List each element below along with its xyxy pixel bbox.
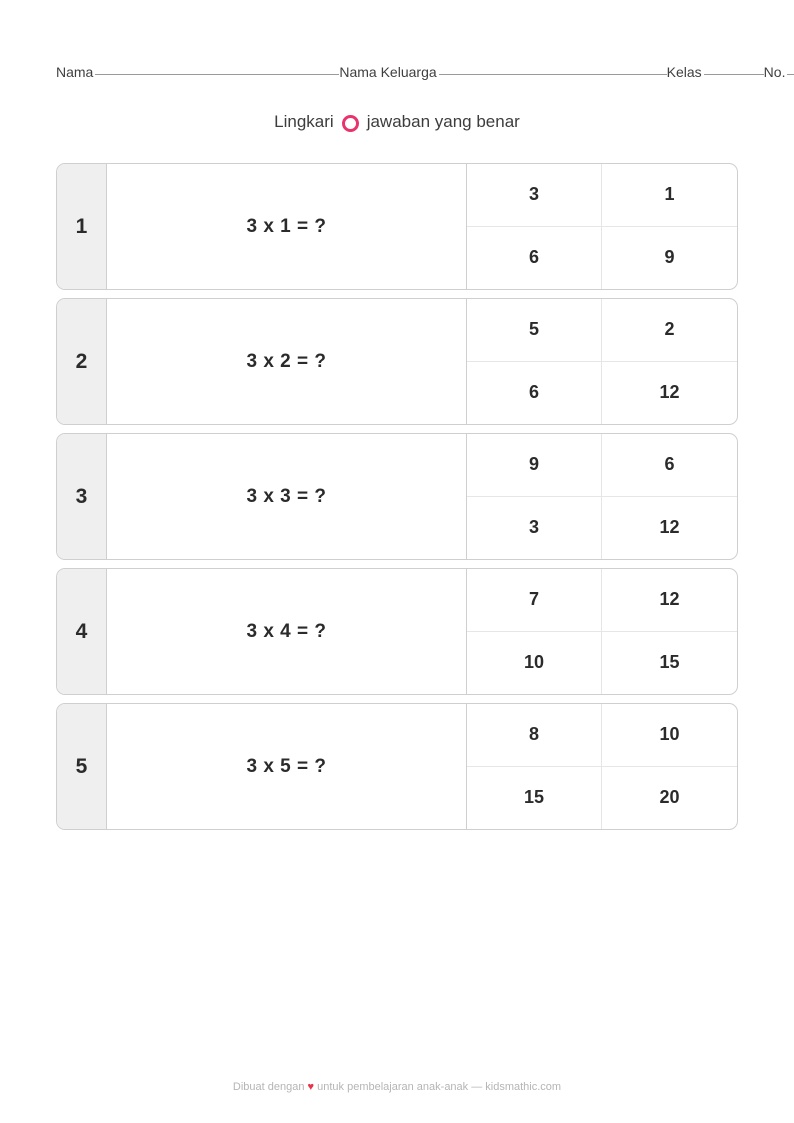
number-label: No. xyxy=(763,64,786,80)
problem-number: 3 xyxy=(57,434,107,559)
problem-question: 3 x 2 = ? xyxy=(107,299,467,424)
footer-before: Dibuat dengan xyxy=(232,1081,305,1093)
instruction-before: Lingkari xyxy=(274,112,334,131)
choice-option[interactable]: 6 xyxy=(467,227,602,290)
problem-question: 3 x 3 = ? xyxy=(107,434,467,559)
choice-option[interactable]: 15 xyxy=(467,767,602,830)
choice-grid xyxy=(467,299,737,424)
heart-icon: ♥ xyxy=(307,1081,315,1093)
problem-question: 3 x 1 = ? xyxy=(107,164,467,289)
choice-option[interactable]: 3 xyxy=(467,497,602,560)
problem-number: 2 xyxy=(57,299,107,424)
choice-option[interactable]: 1 xyxy=(602,164,737,227)
choice-option[interactable]: 12 xyxy=(602,569,737,632)
class-rule xyxy=(704,74,764,75)
problem-row xyxy=(56,163,738,290)
problem-row xyxy=(56,703,738,830)
choice-option[interactable]: 6 xyxy=(602,434,737,497)
choice-grid xyxy=(467,164,737,289)
footer xyxy=(0,1081,794,1093)
problem-question: 3 x 5 = ? xyxy=(107,704,467,829)
problem-number: 5 xyxy=(57,704,107,829)
class-label: Kelas xyxy=(666,64,702,80)
choice-option[interactable]: 10 xyxy=(602,704,737,767)
family-name-rule xyxy=(439,74,667,75)
instruction-text xyxy=(0,112,794,132)
problem-row xyxy=(56,298,738,425)
name-field[interactable] xyxy=(56,64,339,80)
choice-option[interactable]: 3 xyxy=(467,164,602,227)
choice-grid xyxy=(467,569,737,694)
choice-grid xyxy=(467,434,737,559)
choice-option[interactable]: 9 xyxy=(467,434,602,497)
name-label: Nama xyxy=(56,64,94,80)
problem-question: 3 x 4 = ? xyxy=(107,569,467,694)
choice-option[interactable]: 20 xyxy=(659,787,680,808)
family-name-label: Nama Keluarga xyxy=(339,64,437,80)
footer-after: untuk pembelajaran anak-anak — kidsmathic.com xyxy=(317,1081,562,1093)
choice-option[interactable]: 15 xyxy=(659,652,680,673)
choice-option[interactable]: 5 xyxy=(467,299,602,362)
choice-option[interactable]: 8 xyxy=(467,704,602,767)
problem-list xyxy=(56,163,738,838)
name-rule xyxy=(95,74,339,75)
circle-icon xyxy=(342,115,359,132)
choice-option[interactable]: 10 xyxy=(467,632,602,695)
choice-option[interactable]: 12 xyxy=(659,382,680,403)
problem-number: 4 xyxy=(57,569,107,694)
family-name-field[interactable] xyxy=(339,64,666,80)
problem-row xyxy=(56,433,738,560)
student-info-line xyxy=(56,64,786,80)
problem-number: 1 xyxy=(57,164,107,289)
choice-option[interactable]: 7 xyxy=(467,569,602,632)
choice-option[interactable]: 9 xyxy=(664,247,675,268)
choice-option[interactable]: 6 xyxy=(467,362,602,425)
choice-option[interactable]: 2 xyxy=(602,299,737,362)
instruction-after: jawaban yang benar xyxy=(366,112,520,131)
class-field[interactable] xyxy=(667,64,764,80)
choice-option[interactable]: 12 xyxy=(659,517,680,538)
problem-row xyxy=(56,568,738,695)
choice-grid xyxy=(467,704,737,829)
number-rule xyxy=(787,74,794,75)
number-field[interactable] xyxy=(764,64,794,80)
